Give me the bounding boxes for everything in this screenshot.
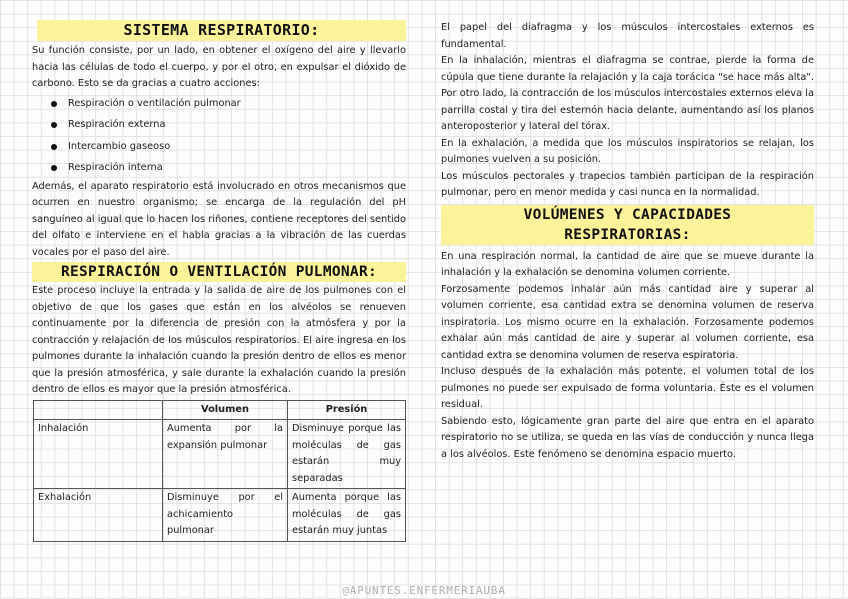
table-cell: Aumenta por la expansión pulmonar	[163, 420, 288, 489]
actions-list	[32, 93, 406, 179]
list-item: Respiración o ventilación pulmonar	[32, 93, 406, 115]
section-title-ventilation: RESPIRACIÓN O VENTILACIÓN PULMONAR:	[32, 262, 406, 282]
inhalation-paragraph: En la inhalación, mientras el diafragma se contrae, pierde la forma de cúpula que tiene durante la relajación y la caja torácica "se hace más alta". Por otro lado, la contracción de los músculos intercostales externos eleva la parrilla costal y tira del esternón hacia delante, aumentando así los planos anteroposterior y lateral del tórax.	[441, 55, 814, 132]
table-cell: Inhalación	[34, 420, 163, 489]
left-column	[32, 20, 406, 542]
reserve-volume-paragraph: Forzosamente podemos inhalar aún más cantidad aire y superar al volumen corriente, esa cantidad extra se denomina volumen de reserva inspiratoria. Los mismo ocurre en la exhalación. Forzosamente podemos exhalar aún más cantidad de aire y superar al volumen corriente, esa cantidad extra se denomina volumen de reserva espiratoria.	[441, 283, 814, 361]
table-row	[34, 489, 406, 542]
table-header-cell: Volumen	[163, 400, 288, 420]
section-title-volumes	[441, 205, 814, 245]
table-cell: Disminuye porque las moléculas de gas estarán muy separadas	[288, 420, 406, 489]
table-header-cell: Presión	[288, 400, 406, 420]
section-title-line: VOLÚMENES Y CAPACIDADES	[523, 206, 732, 223]
tidal-volume-paragraph: En una respiración normal, la cantidad de aire que se mueve durante la inhalación y la exhalación se denomina volumen corriente.	[441, 250, 814, 278]
ventilation-paragraph: Este proceso incluye la entrada y la salida de aire de los pulmones con el objetivo de que los gases que están en los alvéolos se renueven continuamente por la diferencia de presión con la atmósfera y por la contracción y relajación de los músculos respiratorios. El aire ingresa en los pulmones durante la inhalación cuando la presión dentro de ellos es menor que la presión atmosférica, y sale durante la exhalación cuando la presión dentro de ellos es mayor que la presión atmosférica.	[32, 285, 406, 395]
table-header-row	[34, 400, 406, 420]
main-title: SISTEMA RESPIRATORIO:	[37, 20, 406, 41]
list-item: Respiración interna	[32, 157, 406, 179]
table-header-cell	[34, 400, 163, 420]
muscles-paragraph: Los músculos pectorales y trapecios también participan de la respiración pulmonar, pero en menor medida y casi nunca en la normalidad.	[441, 170, 814, 198]
list-item: Intercambio gaseoso	[32, 136, 406, 158]
diaphragm-paragraph: El papel del diafragma y los músculos intercostales externos es fundamental.	[441, 22, 814, 50]
table-cell: Aumenta porque las moléculas de gas estarán muy juntas	[288, 489, 406, 542]
residual-volume-paragraph: Incluso después de la exhalación más potente, el volumen total de los pulmones no puede ser expulsado de forma voluntaria. Éste es el volumen residual.	[441, 366, 814, 410]
right-column	[441, 20, 814, 463]
intro-paragraph: Su función consiste, por un lado, en obtener el oxígeno del aire y llevarlo hacia las células de todo el cuerpo, y por el otro, en expulsar el dióxido de carbono. Esto se da gracias a cuatro acciones:	[32, 45, 406, 89]
table-row	[34, 420, 406, 489]
section-title-line: RESPIRATORIAS:	[564, 226, 691, 243]
ventilation-table	[33, 400, 406, 542]
table-cell: Exhalación	[34, 489, 163, 542]
dead-space-paragraph: Sabiendo esto, lógicamente gran parte del aire que entra en el aparato respiratorio no se utiliza, se queda en las vías de conducción y nunca llega a los alvéolos. Este fenómeno se denomina espacio muerto.	[441, 415, 814, 460]
table-cell: Disminuye por el achicamiento pulmonar	[163, 489, 288, 542]
extra-paragraph: Además, el aparato respiratorio está involucrado en otros mecanismos que ocurren en nuestro organismo; se encarga de la regulación del pH sanguíneo al igual que lo hacen los riñones, contiene receptores del sentido del olfato e interviene en el habla gracias a la vibración de las cuerdas vocales por el paso del aire.	[32, 180, 406, 258]
footer-handle: @APUNTES.ENFERMERIAUBA	[342, 584, 506, 597]
exhalation-paragraph: En la exhalación, a medida que los músculos inspiratorios se relajan, los pulmones vuelven a su posición.	[441, 137, 814, 165]
list-item: Respiración externa	[32, 114, 406, 136]
